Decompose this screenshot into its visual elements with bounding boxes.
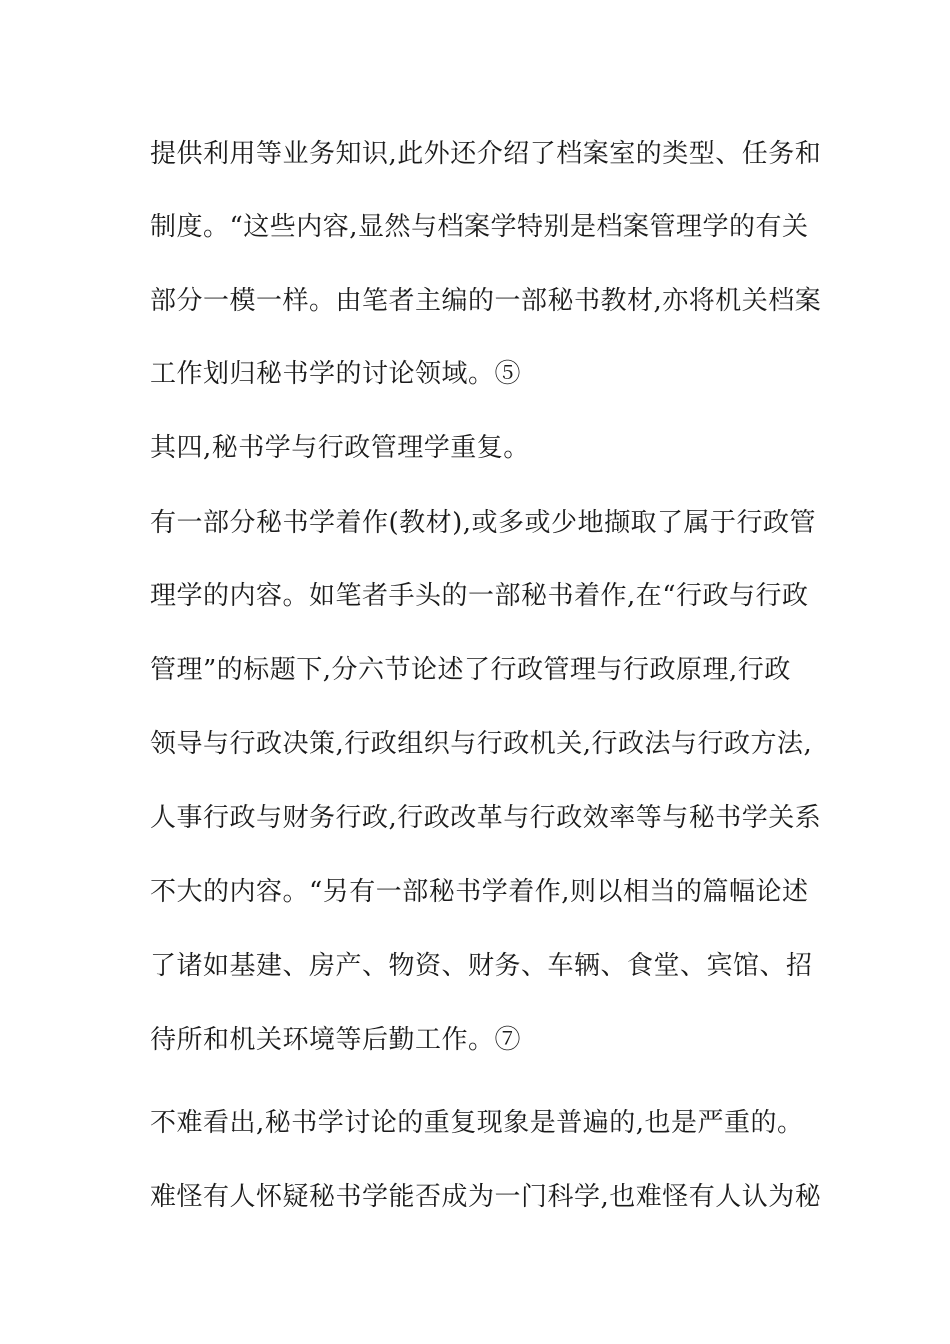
text-line: 有一部分秘书学着作(教材),或多或少地撷取了属于行政管: [150, 508, 817, 538]
text-line: 部分一模一样。由笔者主编的一部秘书教材,亦将机关档案: [150, 286, 822, 316]
text-line: 不难看出,秘书学讨论的重复现象是普遍的,也是严重的。: [150, 1108, 804, 1138]
text-line: 理学的内容。如笔者手头的一部秘书着作,在“行政与行政: [150, 581, 809, 611]
section-heading: 其四,秘书学与行政管理学重复。: [150, 433, 530, 463]
text-line: 制度。“这些内容,显然与档案学特别是档案管理学的有关: [150, 212, 809, 242]
text-line: 待所和机关环境等后勤工作。⑦: [150, 1025, 522, 1055]
text-line: 难怪有人怀疑秘书学能否成为一门科学,也难怪有人认为秘: [150, 1182, 822, 1212]
text-line: 不大的内容。“另有一部秘书学着作,则以相当的篇幅论述: [150, 877, 809, 907]
text-line: 领导与行政决策,行政组织与行政机关,行政法与行政方法,: [150, 729, 813, 759]
text-line: 管理”的标题下,分六节论述了行政管理与行政原理,行政: [150, 655, 791, 685]
text-line: 提供利用等业务知识,此外还介绍了档案室的类型、任务和: [150, 139, 822, 169]
text-line: 工作划归秘书学的讨论领域。⑤: [150, 359, 522, 389]
text-line: 了诸如基建、房产、物资、财务、车辆、食堂、宾馆、招: [150, 951, 813, 981]
text-line: 人事行政与财务行政,行政改革与行政效率等与秘书学关系: [150, 803, 822, 833]
